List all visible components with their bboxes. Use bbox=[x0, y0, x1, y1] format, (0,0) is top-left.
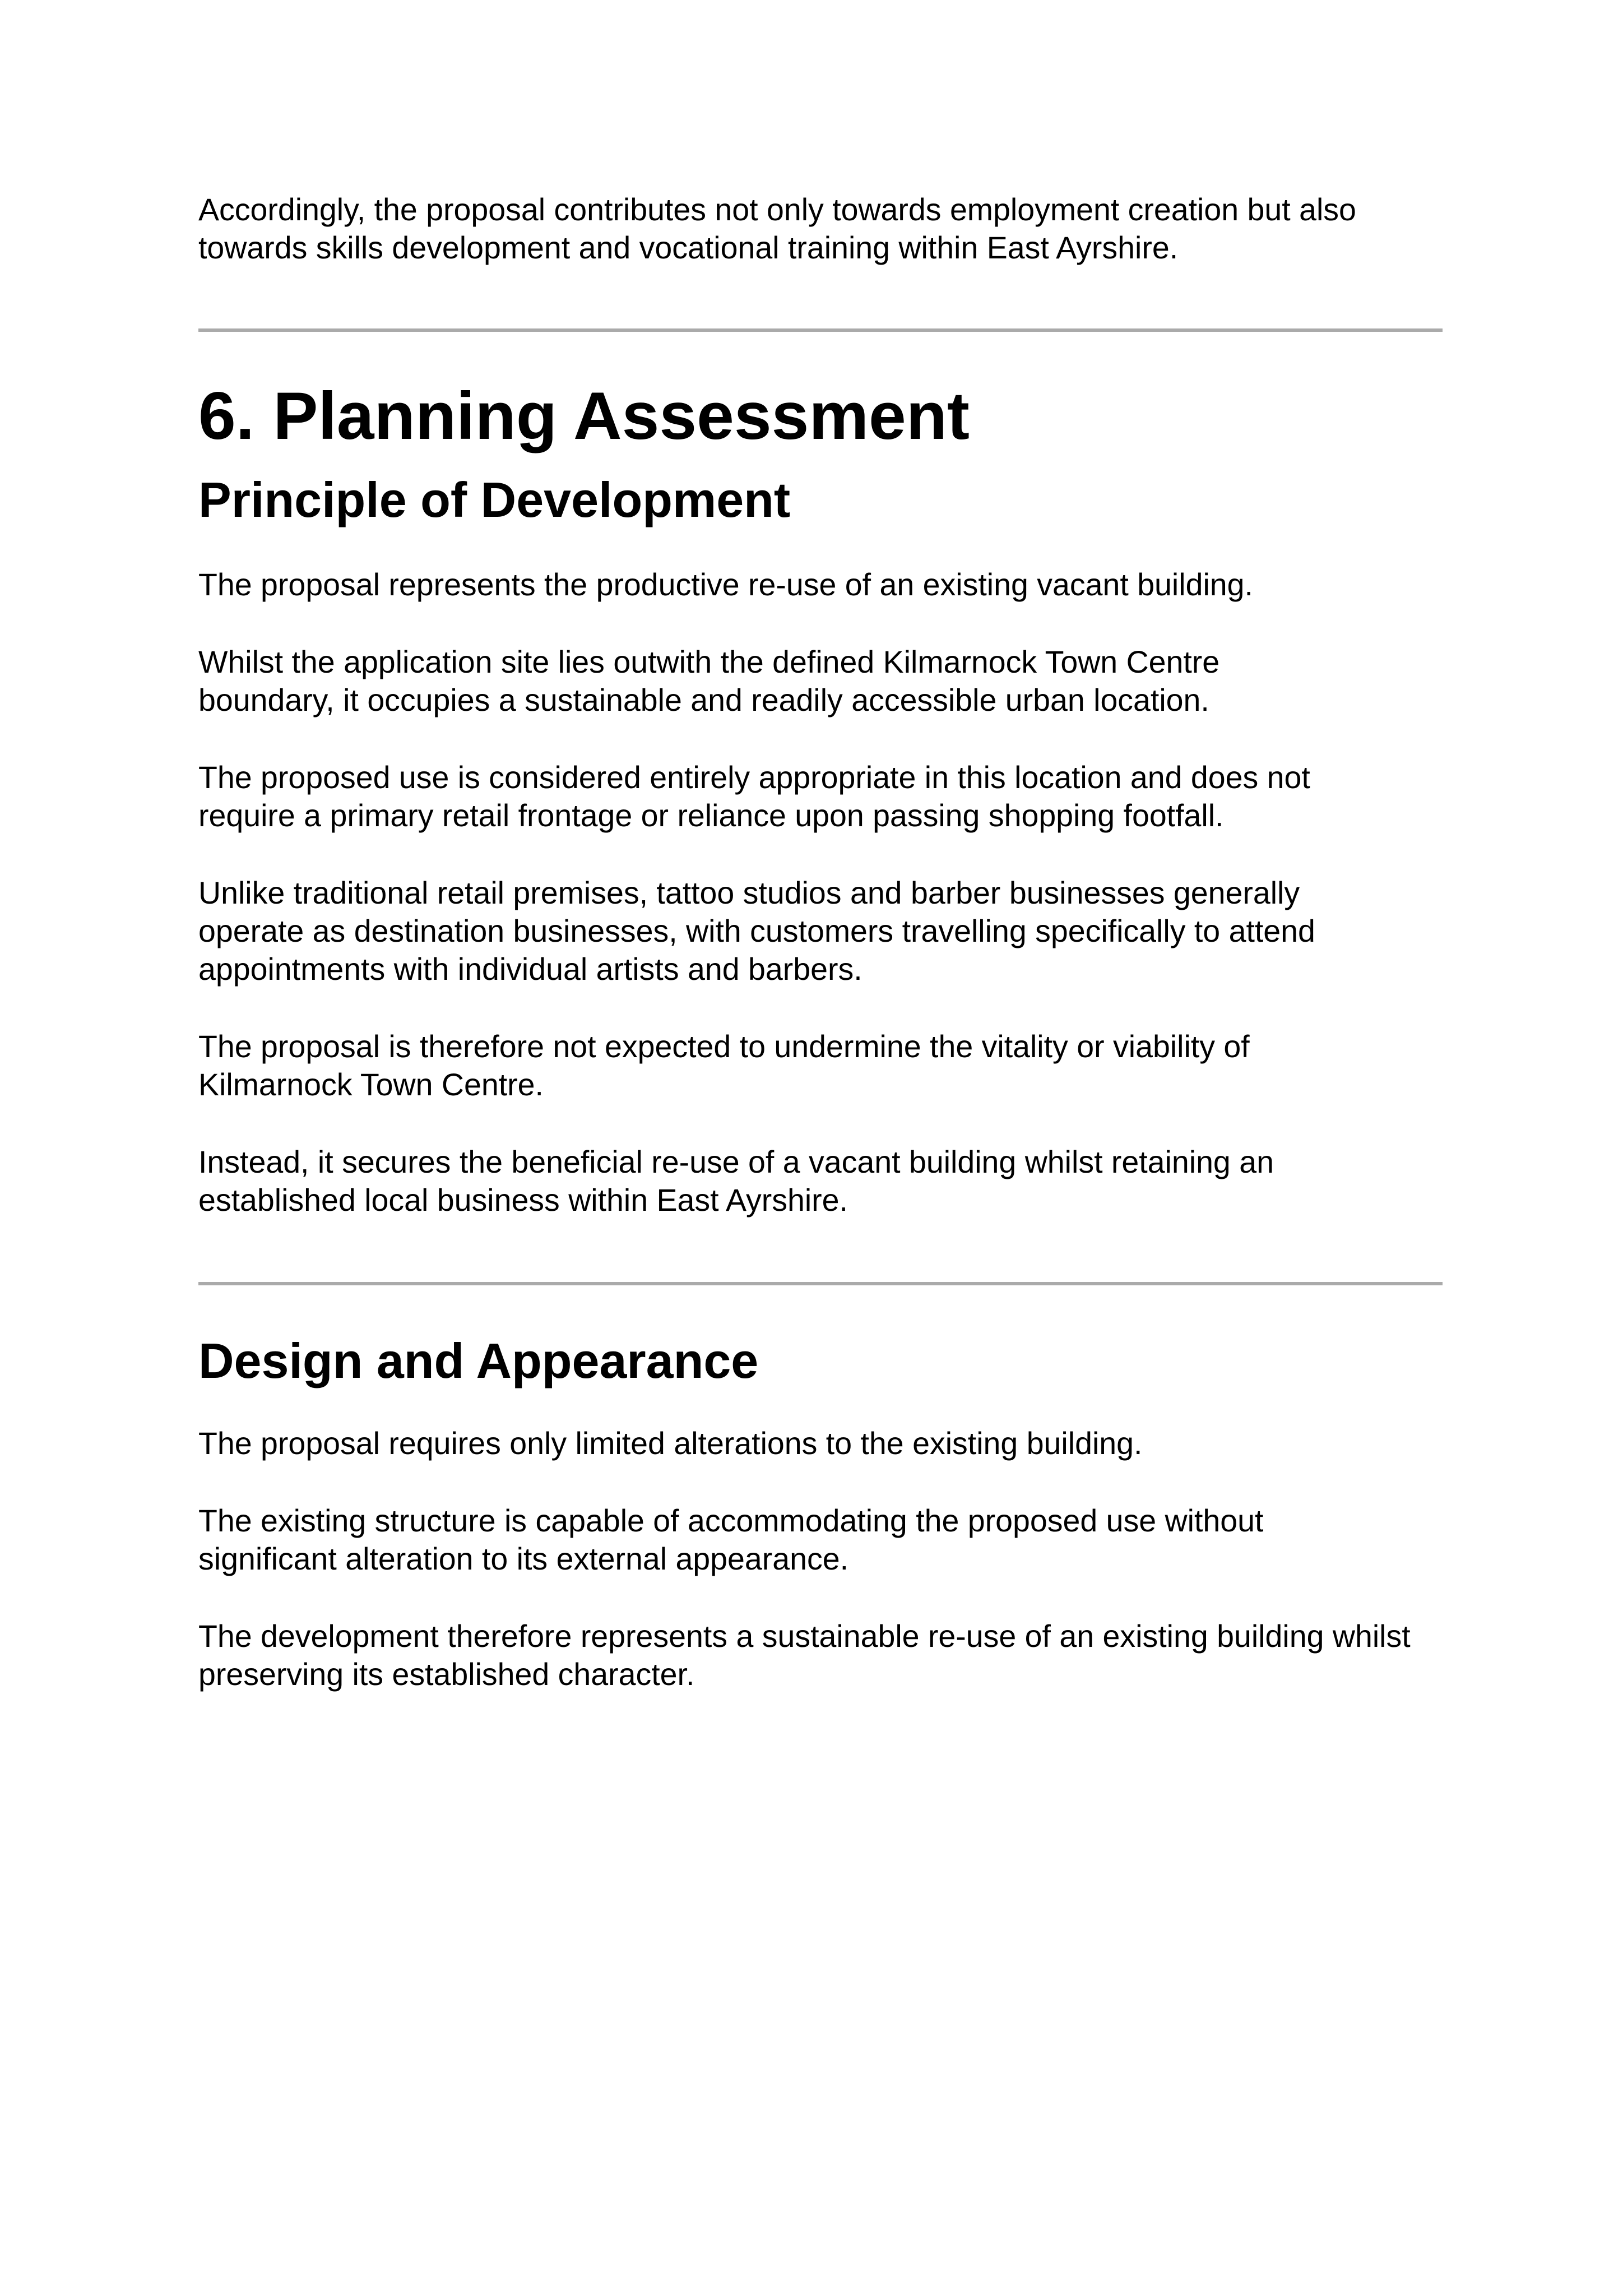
section-divider-middle bbox=[198, 1282, 1443, 1285]
design-heading: Design and Appearance bbox=[198, 1333, 759, 1388]
section-divider-top bbox=[198, 328, 1443, 332]
section-title: 6. Planning Assessment bbox=[198, 378, 970, 453]
principle-paragraph-4: Unlike traditional retail premises, tattoo studios and barber businesses generally operate as destination businesses, with customers travelling specifically to attend appointments with individual artists and barbers. bbox=[198, 876, 1315, 987]
intro-paragraph: Accordingly, the proposal contributes not only towards employment creation but also towards skills development and vocational training within East Ayrshire. bbox=[198, 192, 1356, 265]
principle-paragraph-5: The proposal is therefore not expected to undermine the vitality or viability of Kilmarnock Town Centre. bbox=[198, 1029, 1250, 1102]
principle-paragraph-1: The proposal represents the productive re-use of an existing vacant building. bbox=[198, 567, 1253, 602]
design-paragraph-2: The existing structure is capable of accommodating the proposed use without significant alteration to its external appearance. bbox=[198, 1503, 1264, 1576]
design-paragraph-3: The development therefore represents a sustainable re-use of an existing building whilst preserving its established character. bbox=[198, 1619, 1411, 1692]
design-paragraph-1: The proposal requires only limited alterations to the existing building. bbox=[198, 1426, 1143, 1461]
document-page bbox=[198, 191, 1443, 1693]
principle-paragraph-3: The proposed use is considered entirely appropriate in this location and does not require a primary retail frontage or reliance upon passing shopping footfall. bbox=[198, 760, 1310, 833]
principle-paragraph-6: Instead, it secures the beneficial re-use of a vacant building whilst retaining an established local business within East Ayrshire. bbox=[198, 1145, 1274, 1218]
principle-paragraph-2: Whilst the application site lies outwith the defined Kilmarnock Town Centre boundary, it occupies a sustainable and readily accessible urban location. bbox=[198, 645, 1220, 718]
principle-heading: Principle of Development bbox=[198, 472, 791, 527]
